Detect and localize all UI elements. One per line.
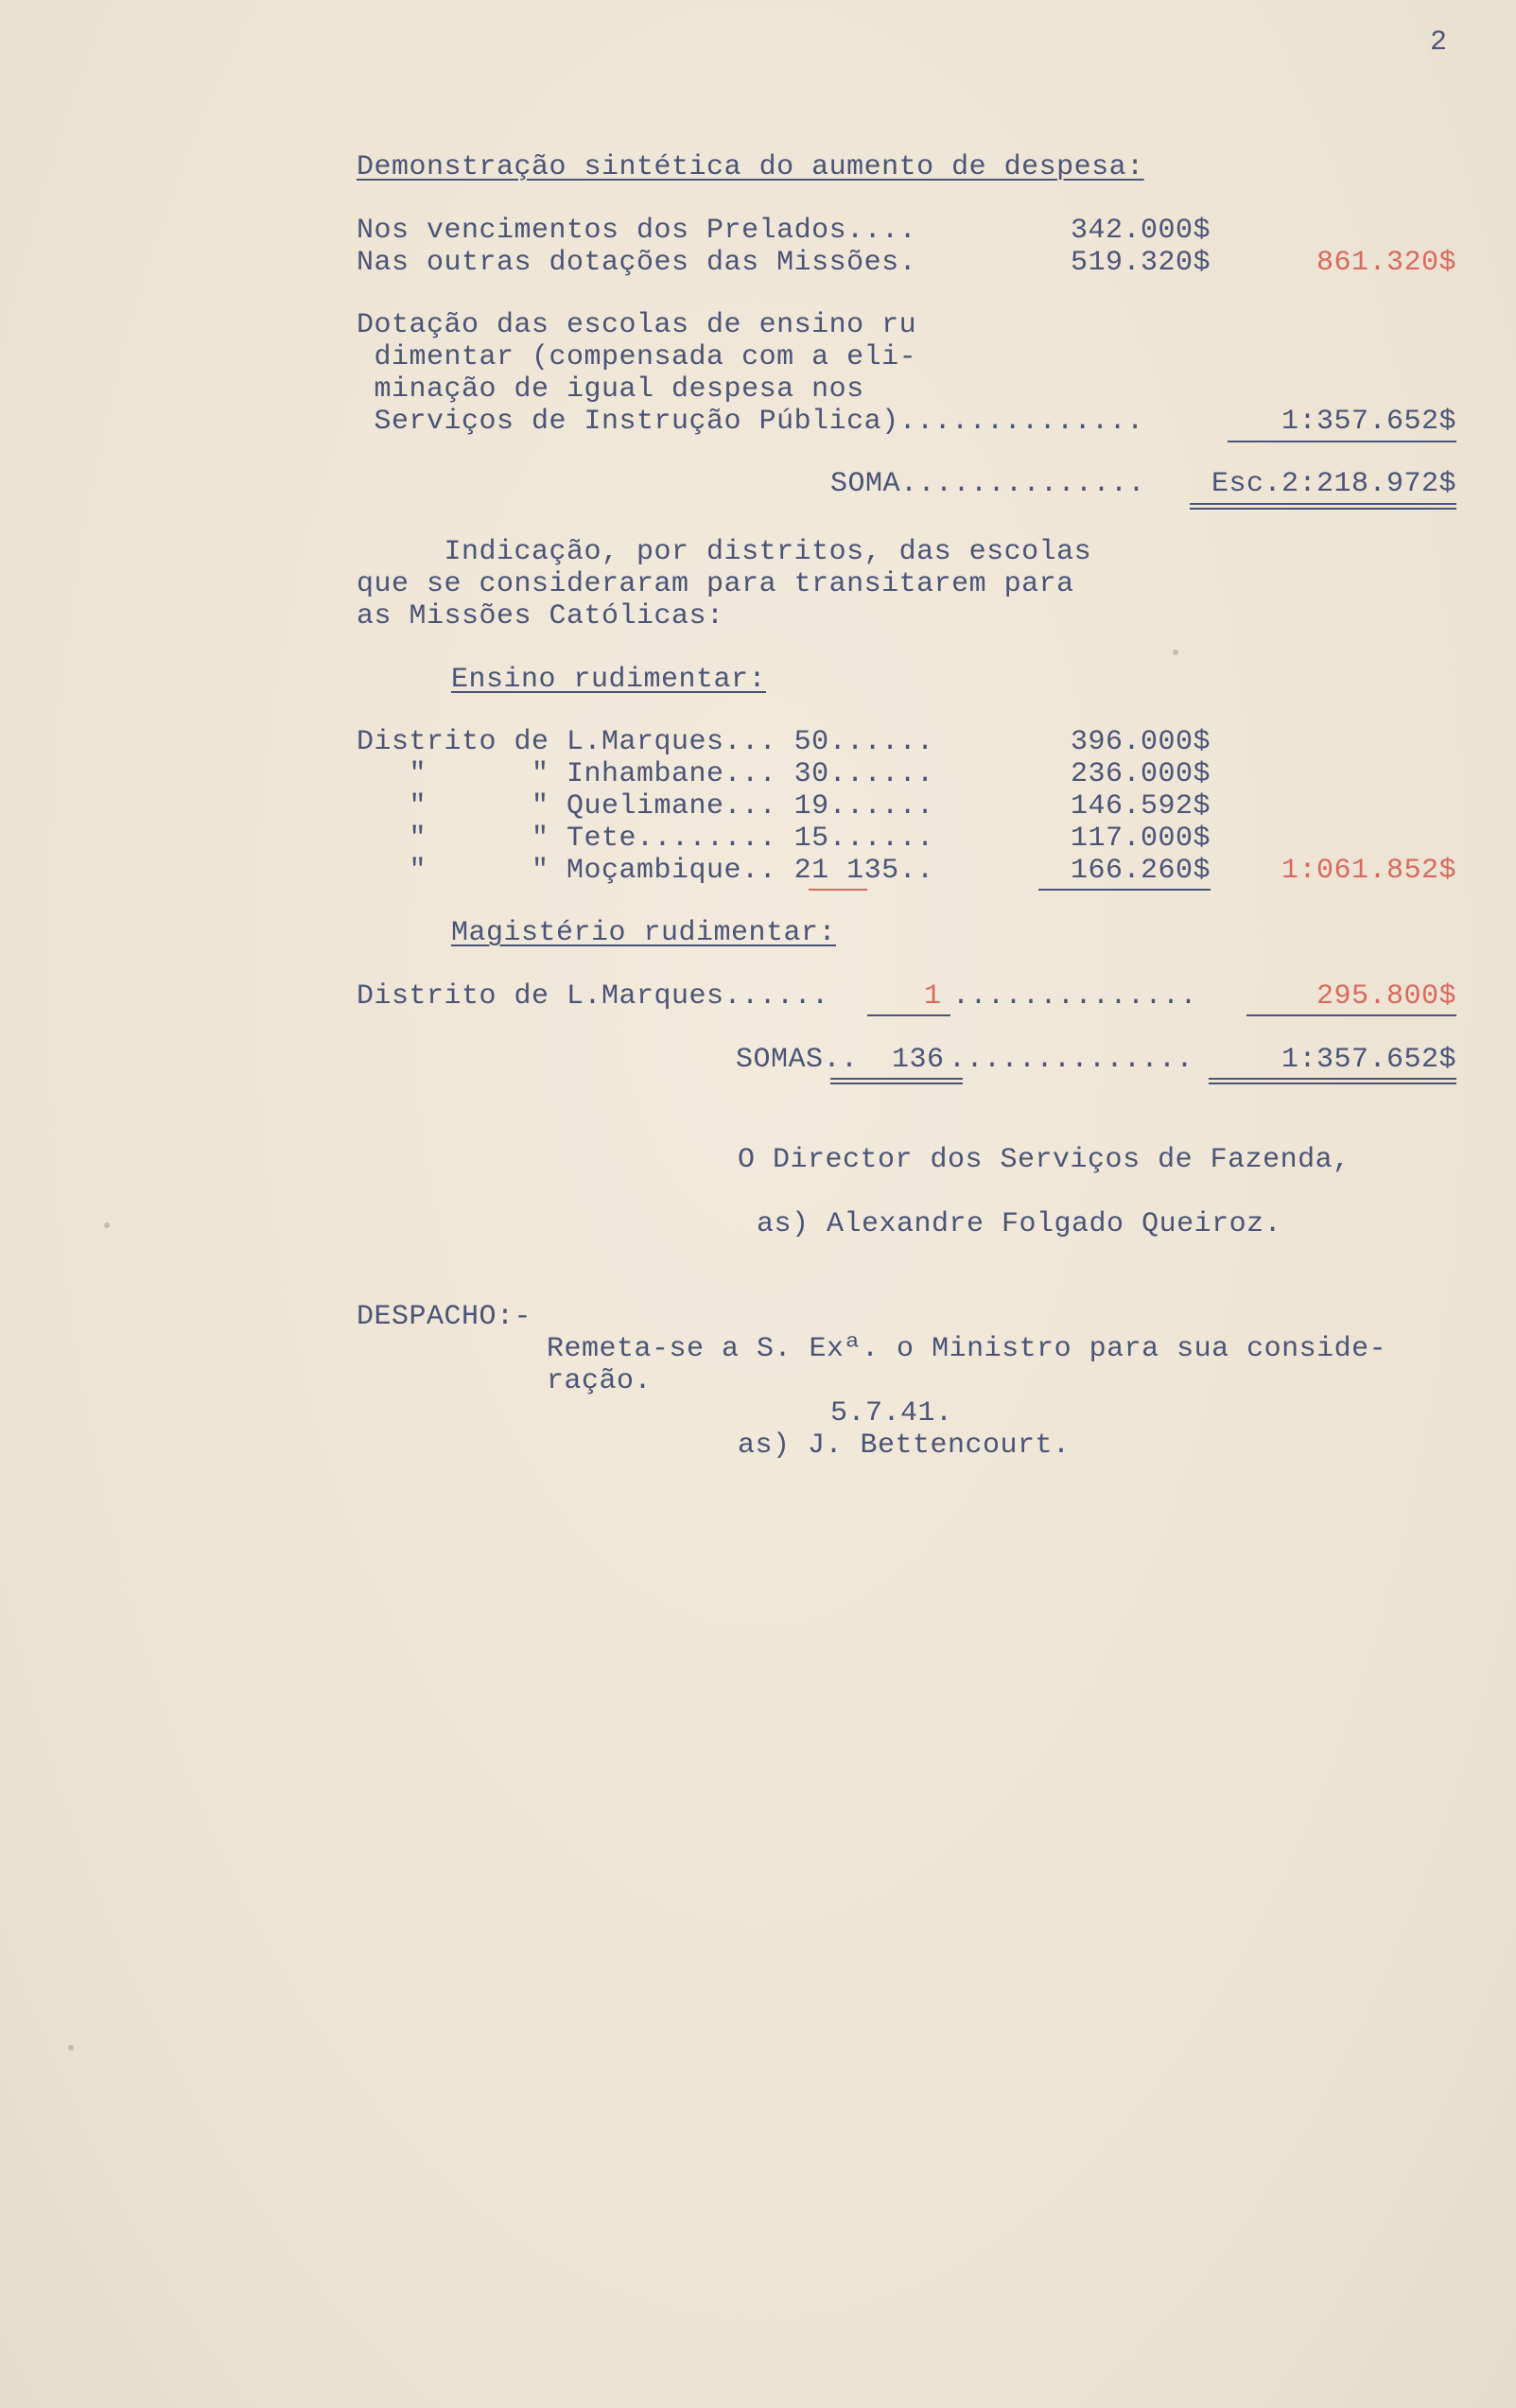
somas-count-underline-2 (830, 1083, 963, 1084)
ensino-row-3-amount: 146.592$ (1070, 790, 1211, 823)
magisterio-amount-underline (1246, 1014, 1456, 1016)
ensino-row-5-amount: 166.260$ (1070, 855, 1211, 887)
page-number: 2 (1430, 26, 1448, 59)
somas-count-underline-1 (830, 1078, 963, 1080)
dotacao-total: 1:357.652$ (1281, 406, 1456, 438)
ensino-row-4-label: " " Tete........ 15...... (357, 823, 934, 855)
paper-speck (68, 2045, 74, 2051)
dotacao-line-1: Dotação das escolas de ensino ru (357, 309, 917, 341)
magisterio-label: Distrito de L.Marques...... (357, 980, 829, 1013)
despacho-text-1: Remeta-se a S. Exª. o Ministro para sua conside- (547, 1333, 1387, 1365)
magisterio-heading: Magistério rudimentar: (451, 917, 837, 949)
soma-value: Esc.2:218.972$ (1211, 468, 1456, 500)
dotacao-line-2: dimentar (compensada com a eli- (357, 341, 917, 373)
indicacao-line-2: que se consideraram para transitarem para (357, 568, 1074, 600)
dotacao-line-4: Serviços de Instrução Pública).............. (357, 406, 1144, 438)
paper-speck (1173, 650, 1178, 655)
count-underline (809, 889, 867, 891)
despacho-date: 5.7.41. (830, 1397, 953, 1429)
somas-dots: .............. (949, 1044, 1194, 1076)
signature-title: O Director dos Serviços de Fazenda, (738, 1144, 1350, 1176)
despacho-signed: as) J. Bettencourt. (738, 1429, 1071, 1462)
somas-value-underline-1 (1209, 1078, 1456, 1080)
despacho-label: DESPACHO:- (357, 1301, 532, 1333)
row-missoes-total: 861.320$ (1316, 247, 1456, 279)
row-missoes-label: Nas outras dotações das Missões. (357, 247, 917, 279)
somas-count: 136 (892, 1044, 945, 1076)
soma-underline-2 (1190, 508, 1456, 510)
dotacao-total-underline (1228, 441, 1456, 442)
ensino-heading: Ensino rudimentar: (451, 664, 767, 696)
ensino-row-2-label: " " Inhambane... 30...... (357, 758, 934, 790)
ensino-amount-underline (1038, 889, 1211, 891)
magisterio-dots: .............. (952, 980, 1198, 1013)
row-prelados-label: Nos vencimentos dos Prelados.... (357, 215, 917, 247)
paper-speck (104, 1222, 110, 1228)
despacho-text-2: ração. (547, 1365, 653, 1397)
heading: Demonstração sintética do aumento de despesa: (357, 151, 1144, 183)
magisterio-count: 1 (924, 980, 942, 1013)
ensino-total: 1:061.852$ (1281, 855, 1456, 887)
ensino-row-3-label: " " Quelimane... 19...... (357, 790, 934, 823)
magisterio-count-underline (867, 1014, 950, 1016)
indicacao-line-3: as Missões Católicas: (357, 600, 724, 632)
ensino-row-1-label: Distrito de L.Marques... 50...... (357, 726, 934, 758)
somas-value: 1:357.652$ (1281, 1044, 1456, 1076)
row-missoes-amount: 519.320$ (1070, 247, 1211, 279)
somas-value-underline-2 (1209, 1083, 1456, 1084)
ensino-row-5-label: " " Moçambique.. 21 135.. (357, 855, 934, 887)
ensino-row-1-amount: 396.000$ (1070, 726, 1211, 758)
soma-underline-1 (1190, 503, 1456, 505)
row-prelados-amount: 342.000$ (1070, 215, 1211, 247)
ensino-row-4-amount: 117.000$ (1070, 823, 1211, 855)
somas-label: SOMAS.. (736, 1044, 859, 1076)
ensino-row-2-amount: 236.000$ (1070, 758, 1211, 790)
soma-label: SOMA.............. (830, 468, 1146, 500)
signature-name: as) Alexandre Folgado Queiroz. (757, 1208, 1282, 1240)
magisterio-amount: 295.800$ (1316, 980, 1456, 1013)
indicacao-line-1: Indicação, por distritos, das escolas (357, 536, 1092, 568)
dotacao-line-3: minação de igual despesa nos (357, 373, 864, 406)
